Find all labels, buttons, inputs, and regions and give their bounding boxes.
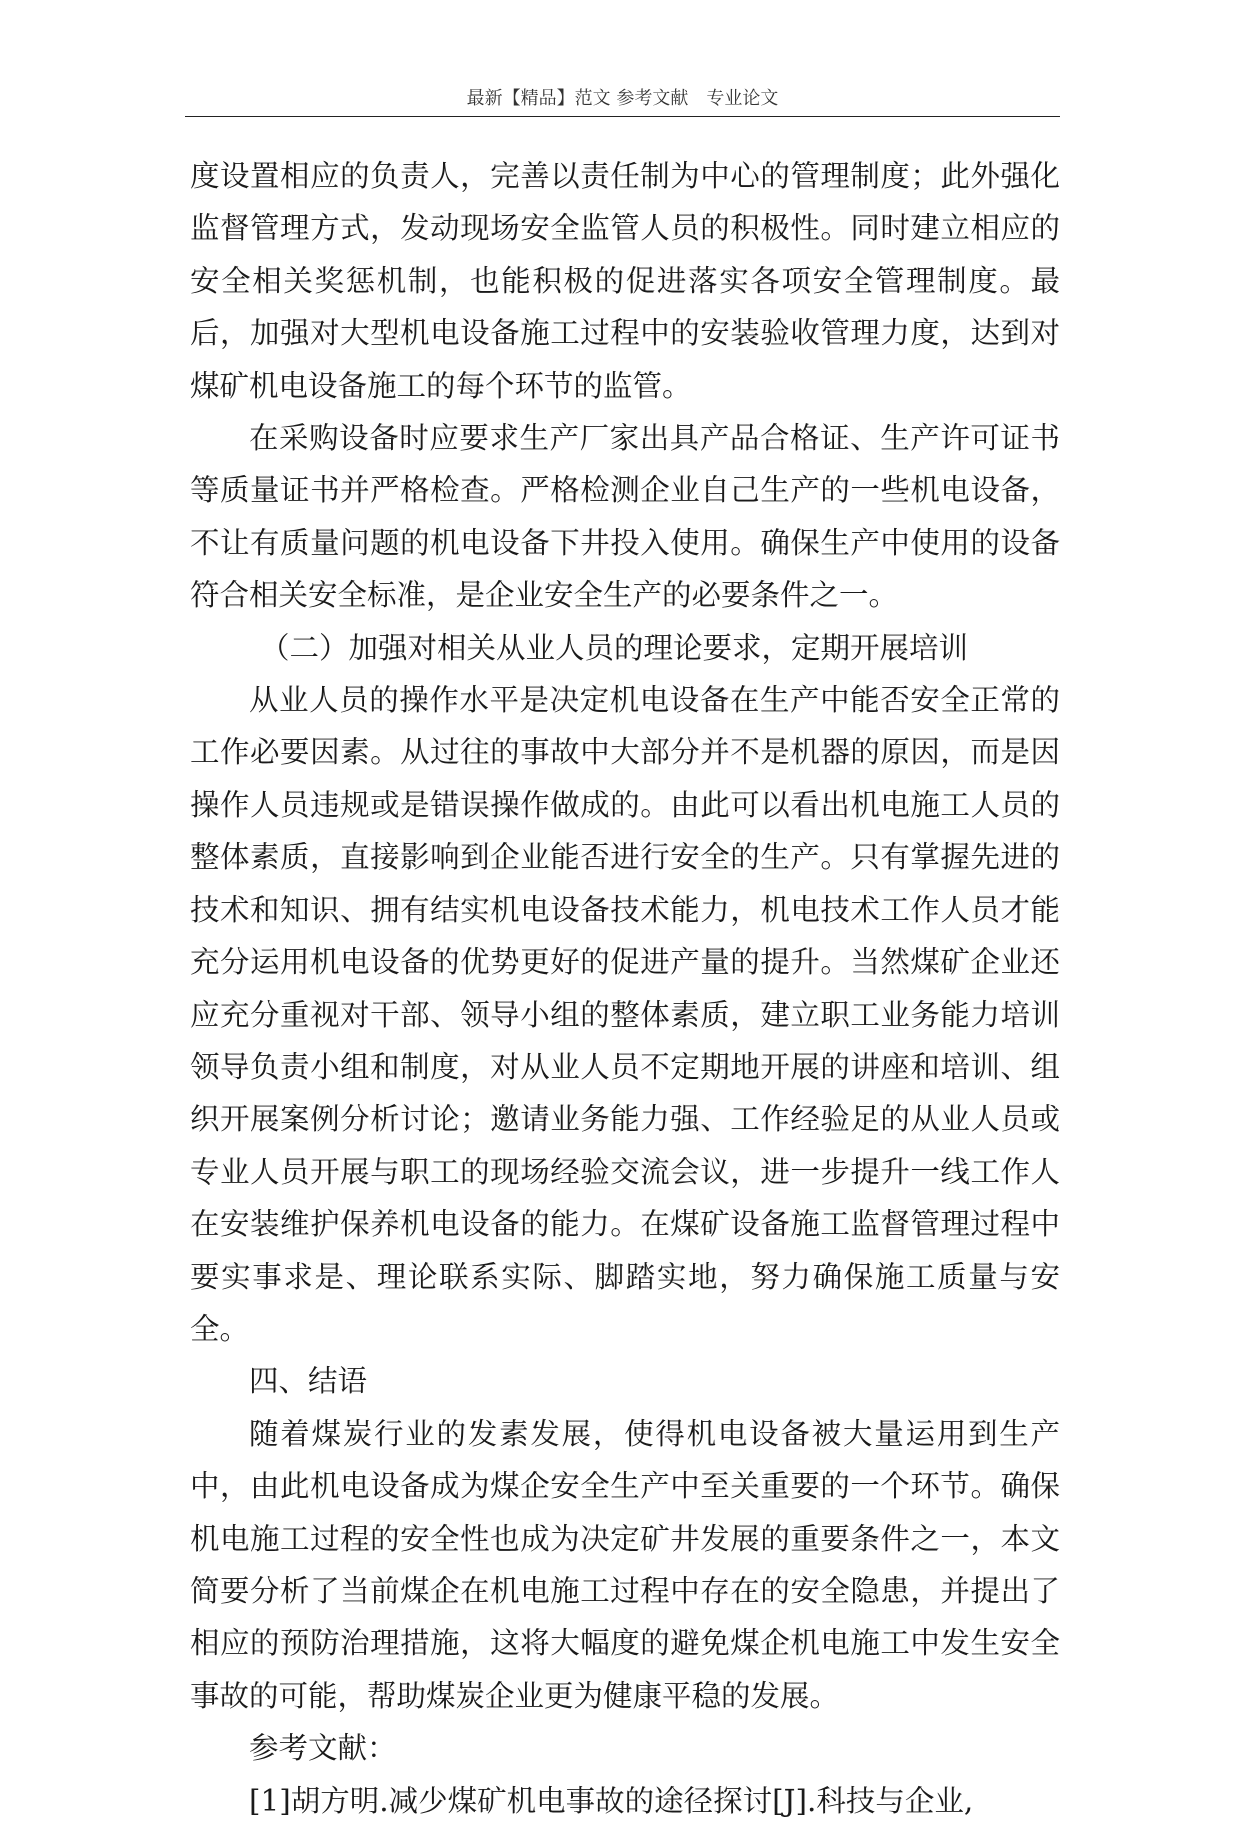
page-header: 最新【精品】范文 参考文献 专业论文 — [185, 86, 1060, 117]
paragraph-conclusion: 随着煤炭行业的发素发展，使得机电设备被大量运用到生产中，由此机电设备成为煤企安全生产中至关重要的一个环节。确保机电施工过程的安全性也成为决定矿井发展的重要条件之一，本文简要分析了当前煤企在机电施工过程中存在的安全隐患，并提出了相应的预防治理措施，这将大幅度的避免煤企机电施工中发生安全事故的可能，帮助煤炭企业更为健康平稳的发展。 — [190, 1416, 1060, 1713]
references-title: 参考文献： — [249, 1731, 397, 1766]
section-heading-training: （二）加强对相关从业人员的理论要求，定期开展培训 — [260, 630, 969, 665]
document-body — [190, 150, 1060, 1827]
reference-item: [1]胡方明.减少煤矿机电事故的途径探讨[J].科技与企业, — [249, 1783, 974, 1818]
paragraph-staff-training: 从业人员的操作水平是决定机电设备在生产中能否安全正常的工作必要因素。从过往的事故中大部分并不是机器的原因，而是因操作人员违规或是错误操作做成的。由此可以看出机电施工人员的整体素质，直接影响到企业能否进行安全的生产。只有掌握先进的技术和知识、拥有结实机电设备技术能力，机电技术工作人员才能充分运用机电设备的优势更好的促进产量的提升。当然煤矿企业还应充分重视对干部、领导小组的整体素质，建立职工业务能力培训领导负责小组和制度，对从业人员不定期地开展的讲座和培训、组织开展案例分析讨论；邀请业务能力强、工作经验足的从业人员或专业人员开展与职工的现场经验交流会议，进一步提升一线工作人在安装维护保养机电设备的能力。在煤矿设备施工监督管理过程中要实事求是、理论联系实际、脚踏实地，努力确保施工质量与安全。 — [190, 683, 1060, 1346]
section-heading-conclusion: 四、结语 — [249, 1364, 368, 1399]
paragraph-equipment-procurement: 在采购设备时应要求生产厂家出具产品合格证、生产许可证书等质量证书并严格检查。严格检测企业自己生产的一些机电设备，不让有质量问题的机电设备下井投入使用。确保生产中使用的设备符合相关安全标准，是企业安全生产的必要条件之一。 — [190, 421, 1060, 613]
paragraph-management-system: 度设置相应的负责人，完善以责任制为中心的管理制度；此外强化监督管理方式，发动现场安全监管人员的积极性。同时建立相应的安全相关奖惩机制，也能积极的促进落实各项安全管理制度。最后，加强对大型机电设备施工过程中的安装验收管理力度，达到对煤矿机电设备施工的每个环节的监管。 — [190, 159, 1060, 403]
